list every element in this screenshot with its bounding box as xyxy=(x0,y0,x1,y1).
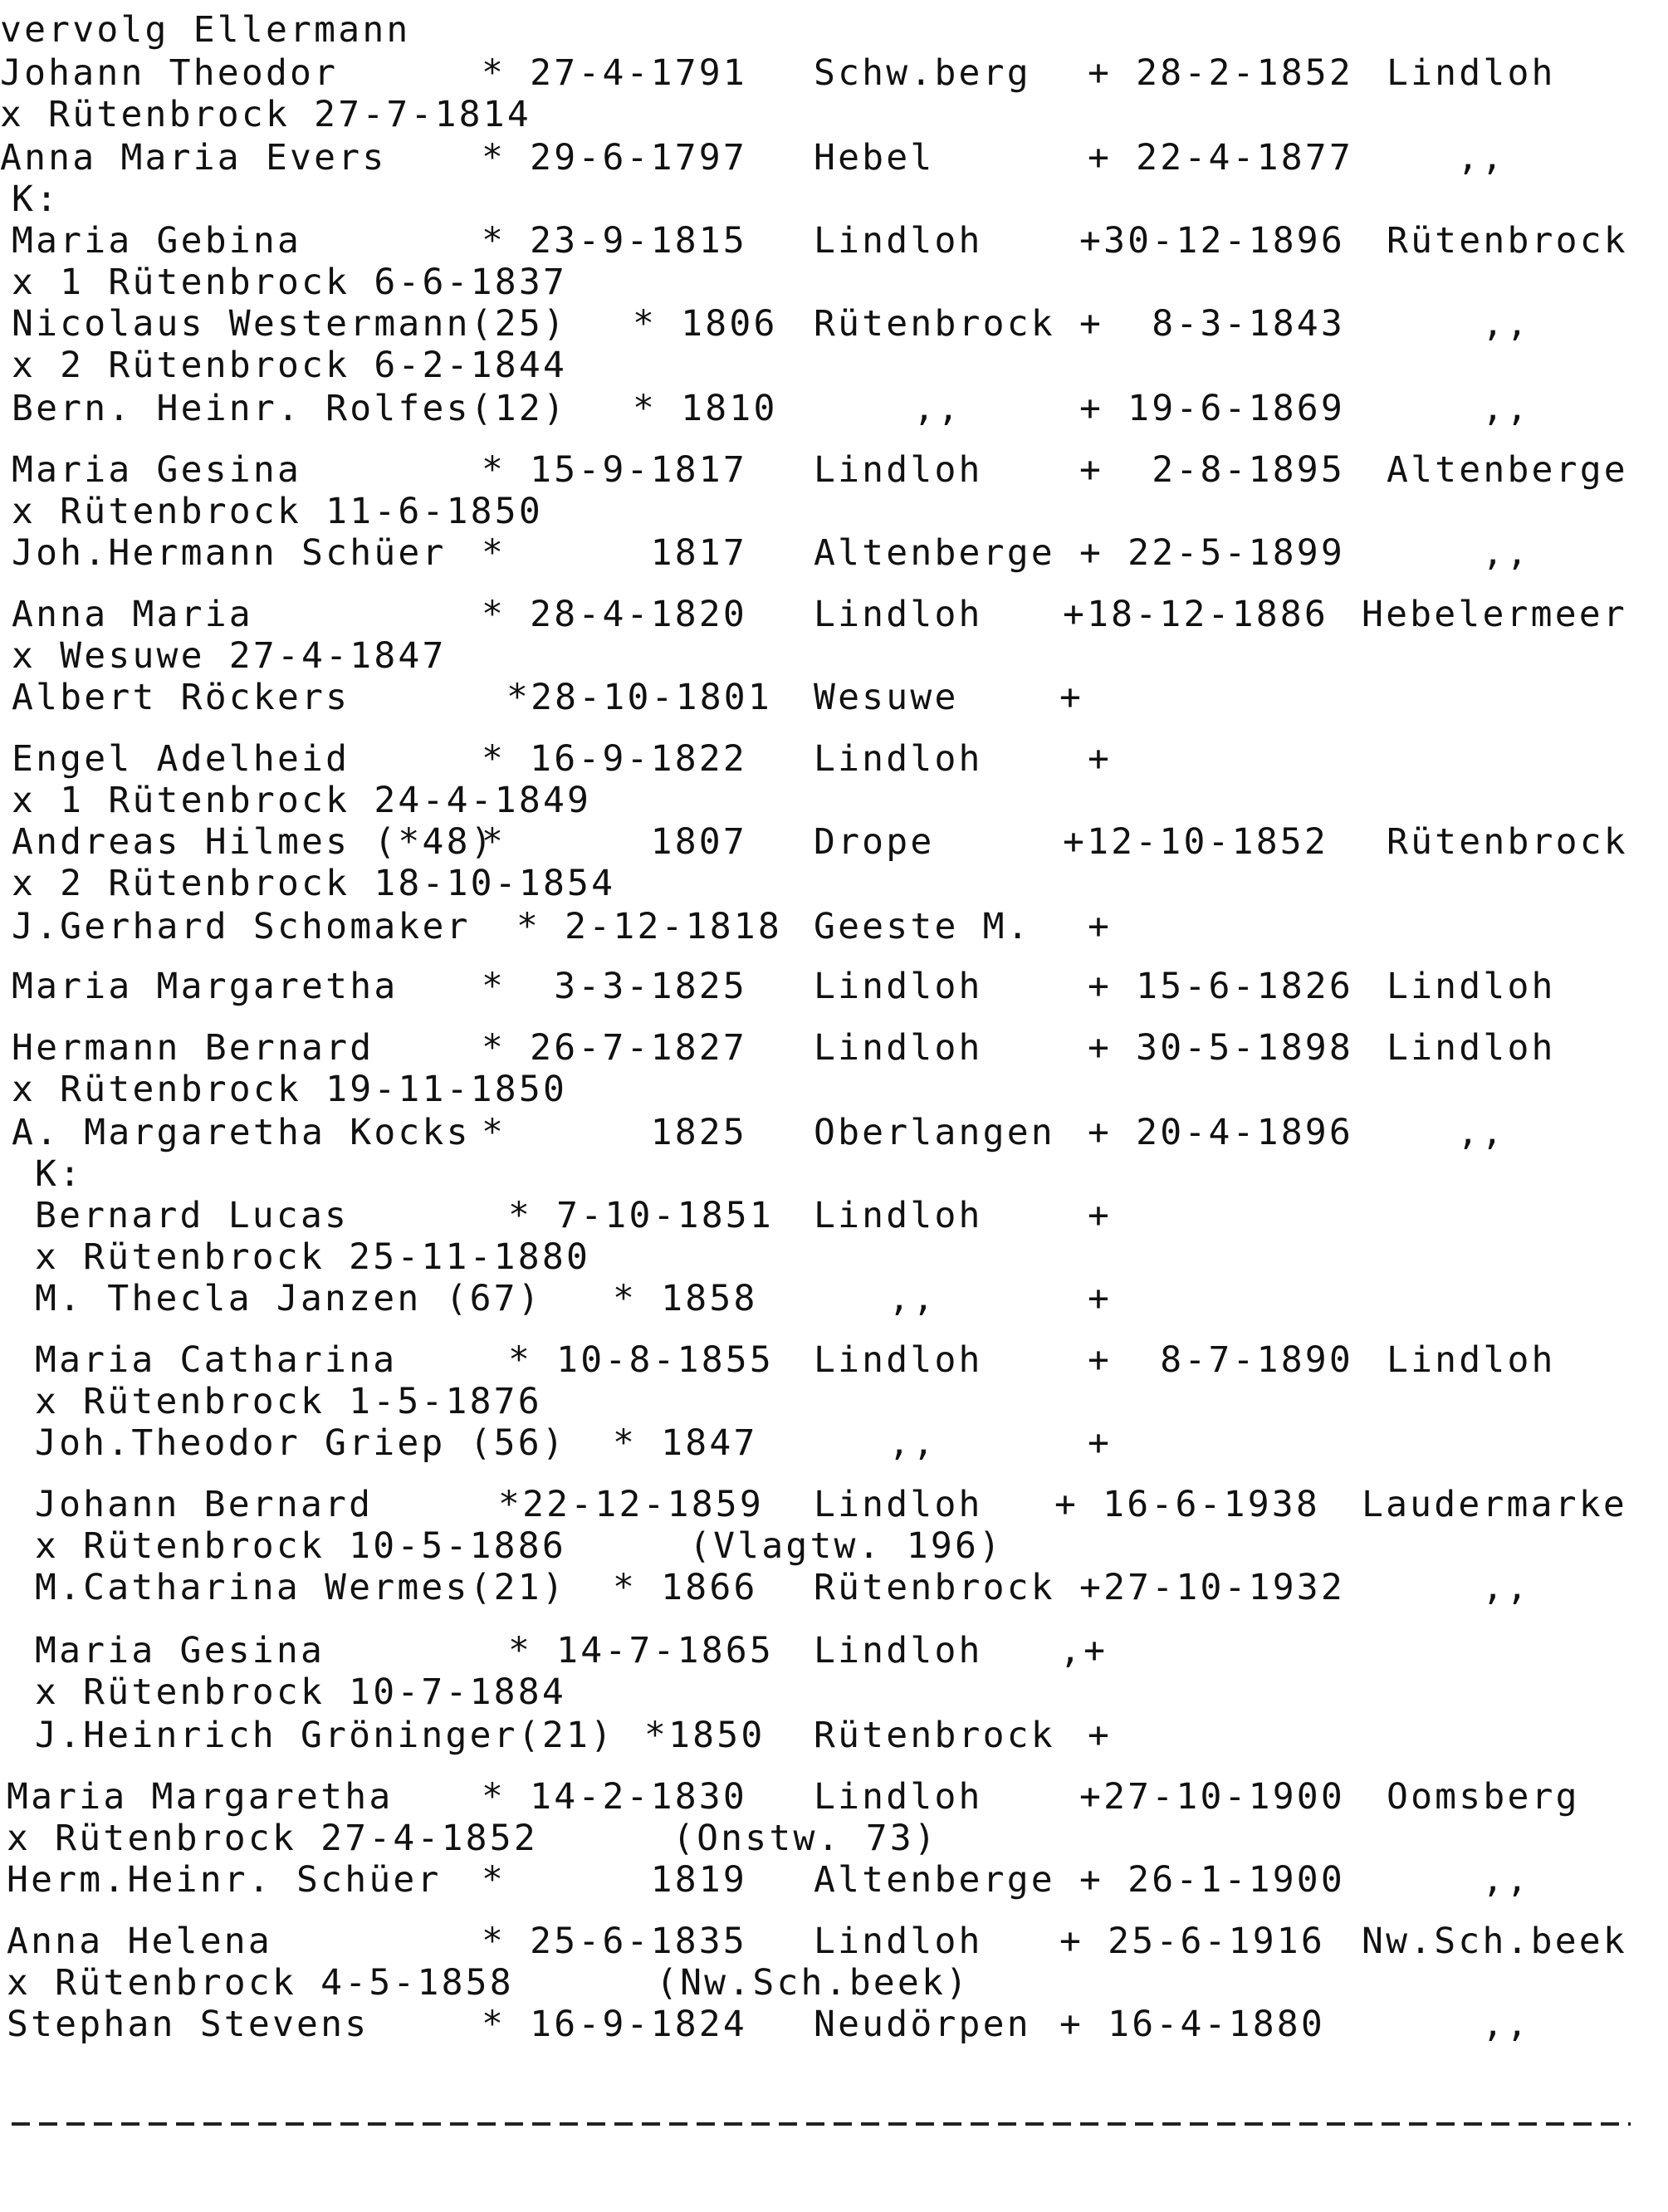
person-name: Johann Theodor xyxy=(0,52,339,94)
death: + 30-5-1898 xyxy=(1088,1027,1353,1069)
birth-place: Lindloh xyxy=(814,1195,983,1236)
person-name: Maria Gebina xyxy=(12,220,302,262)
death-place: Oomsberg xyxy=(1387,1776,1580,1818)
record-line xyxy=(0,1855,1668,1905)
birth-place: Lindloh xyxy=(814,1776,983,1818)
death-place: Lindloh xyxy=(1387,1027,1556,1069)
marriage-text: x Rütenbrock 10-5-1886 xyxy=(35,1525,566,1567)
death: +12-10-1852 xyxy=(1063,821,1328,863)
line-text: K: xyxy=(12,179,61,220)
death: + xyxy=(1059,677,1084,718)
death: + xyxy=(1088,1715,1113,1756)
birth-place: Hebel xyxy=(814,137,935,179)
record-line xyxy=(0,902,1668,952)
line-text: x 1 Rütenbrock 24-4-1849 xyxy=(12,780,592,821)
death-place: ,, xyxy=(1457,137,1506,179)
death: + 16-6-1938 xyxy=(1054,1484,1320,1525)
birth-place: ,, xyxy=(888,1278,937,1319)
death-place: Altenberge xyxy=(1387,449,1628,491)
person-name: Maria Margaretha xyxy=(12,966,399,1007)
birth-place: Lindloh xyxy=(814,594,983,635)
line-text: x 2 Rütenbrock 18-10-1854 xyxy=(12,863,616,904)
birth-place: Schw.berg xyxy=(814,52,1031,94)
birth-place: Lindloh xyxy=(814,1921,983,1962)
death: +27-10-1932 xyxy=(1079,1567,1345,1608)
record-line xyxy=(0,1563,1668,1613)
birth: * 3-3-1825 xyxy=(482,966,747,1007)
address-note: (Vlagtw. 196) xyxy=(689,1525,1004,1567)
birth: *1850 xyxy=(644,1715,766,1756)
person-name: Maria Gesina xyxy=(12,449,302,491)
record-line xyxy=(0,90,1668,139)
birth: * 1825 xyxy=(482,1112,747,1153)
birth: * 23-9-1815 xyxy=(482,220,747,262)
birth: * 1807 xyxy=(482,821,747,863)
death: +30-12-1896 xyxy=(1079,220,1345,262)
record-line xyxy=(0,859,1668,908)
person-name: Maria Gesina xyxy=(35,1630,325,1671)
birth-place: Rütenbrock xyxy=(814,1567,1055,1608)
birth: * 1810 xyxy=(633,388,778,429)
record-line xyxy=(0,528,1668,578)
birth-place: Lindloh xyxy=(814,966,983,1007)
person-name: Hermann Bernard xyxy=(12,1027,374,1069)
death-place: Rütenbrock xyxy=(1387,220,1628,262)
line-text: x Rütenbrock 27-7-1814 xyxy=(0,94,531,135)
birth-place: Lindloh xyxy=(814,1339,983,1381)
death: + 22-5-1899 xyxy=(1079,532,1345,574)
address-note: (Onstw. 73) xyxy=(673,1818,938,1859)
person-name: Joh.Theodor Griep (56) xyxy=(35,1422,566,1464)
death-place: Lindloh xyxy=(1387,966,1556,1007)
birth: * 28-4-1820 xyxy=(482,594,747,635)
person-name: Stephan Stevens xyxy=(7,2004,369,2045)
line-text: x 2 Rütenbrock 6-2-1844 xyxy=(12,345,568,386)
person-name: Anna Helena xyxy=(7,1921,272,1962)
person-name: Joh.Hermann Schüer xyxy=(12,532,447,574)
birth: * 2-12-1818 xyxy=(516,906,782,947)
birth: * 7-10-1851 xyxy=(508,1195,774,1236)
person-name: Herm.Heinr. Schüer xyxy=(7,1859,442,1901)
death-place: Lindloh xyxy=(1387,52,1556,94)
record-line xyxy=(0,1710,1668,1760)
marriage-text: x Rütenbrock 4-5-1858 xyxy=(7,1962,514,2004)
death: + xyxy=(1088,1278,1113,1319)
birth: * 26-7-1827 xyxy=(482,1027,747,1069)
record-line xyxy=(0,1999,1668,2049)
death: + 8-7-1890 xyxy=(1088,1339,1353,1381)
marriage-text: x Rütenbrock 27-4-1852 xyxy=(7,1818,538,1859)
birth-place: ,, xyxy=(888,1422,937,1464)
line-text: x Rütenbrock 10-7-1884 xyxy=(35,1671,566,1713)
line-text: x Rütenbrock 11-6-1850 xyxy=(12,491,543,532)
death: + 26-1-1900 xyxy=(1079,1859,1345,1901)
person-name: A. Margaretha Kocks xyxy=(12,1112,471,1153)
death: + 16-4-1880 xyxy=(1059,2004,1325,2045)
birth: * 25-6-1835 xyxy=(482,1921,747,1962)
person-name: Johann Bernard xyxy=(35,1484,374,1525)
birth: * 1858 xyxy=(613,1278,758,1319)
page-heading-text: vervolg Ellermann xyxy=(0,9,411,51)
birth-place: Altenberge xyxy=(814,1859,1055,1901)
death: + xyxy=(1088,906,1113,947)
death: ,+ xyxy=(1059,1630,1108,1671)
death: + xyxy=(1088,1195,1113,1236)
record-line xyxy=(0,1418,1668,1468)
birth-place: Lindloh xyxy=(814,1630,983,1671)
birth-place: Wesuwe xyxy=(814,677,959,718)
birth: * 29-6-1797 xyxy=(482,137,747,179)
death-place: ,, xyxy=(1482,1859,1531,1901)
record-line xyxy=(0,673,1668,722)
birth: * 27-4-1791 xyxy=(482,52,747,94)
address-note: (Nw.Sch.beek) xyxy=(656,1962,971,2004)
birth: * 15-9-1817 xyxy=(482,449,747,491)
birth-place: Lindloh xyxy=(814,220,983,262)
record-line xyxy=(0,1274,1668,1324)
record-line xyxy=(0,1064,1668,1114)
death: +27-10-1900 xyxy=(1079,1776,1345,1818)
birth: *28-10-1801 xyxy=(506,677,772,718)
birth-place: Altenberge xyxy=(814,532,1055,574)
line-text: x 1 Rütenbrock 6-6-1837 xyxy=(12,262,568,303)
person-name: Andreas Hilmes (*48) xyxy=(12,821,495,863)
person-name: Anna Maria Evers xyxy=(0,137,387,179)
birth-place: Lindloh xyxy=(814,1484,983,1525)
death-place: Laudermarke xyxy=(1362,1484,1627,1525)
death-place: ,, xyxy=(1482,1567,1531,1608)
birth: * 1806 xyxy=(633,303,778,345)
person-name: Albert Röckers xyxy=(12,677,350,718)
birth: * 16-9-1822 xyxy=(482,738,747,780)
birth: * 10-8-1855 xyxy=(508,1339,774,1381)
birth-place: Geeste M. xyxy=(814,906,1031,947)
person-name: Anna Maria xyxy=(12,594,253,635)
death: + 28-2-1852 xyxy=(1088,52,1353,94)
death-place: ,, xyxy=(1457,1112,1506,1153)
death: + 19-6-1869 xyxy=(1079,388,1345,429)
death-place: Lindloh xyxy=(1387,1339,1556,1381)
line-text: x Wesuwe 27-4-1847 xyxy=(12,635,447,677)
line-text: K: xyxy=(35,1153,84,1195)
page-heading xyxy=(0,5,1668,55)
line-text: x Rütenbrock 1-5-1876 xyxy=(35,1381,542,1422)
person-name: Bernard Lucas xyxy=(35,1195,350,1236)
person-name: Bern. Heinr. Rolfes(12) xyxy=(12,388,568,429)
death-place: ,, xyxy=(1482,532,1531,574)
birth-place: Neudörpen xyxy=(814,2004,1031,2045)
birth: * 16-9-1824 xyxy=(482,2004,747,2045)
record-line xyxy=(0,384,1668,433)
person-name: M. Thecla Janzen (67) xyxy=(35,1278,542,1319)
birth: * 14-7-1865 xyxy=(508,1630,774,1671)
death: + 22-4-1877 xyxy=(1088,137,1353,179)
birth-place: Rütenbrock xyxy=(814,1715,1055,1756)
line-text: x Rütenbrock 25-11-1880 xyxy=(35,1236,591,1278)
death: + xyxy=(1088,738,1113,780)
birth: * 1866 xyxy=(613,1567,758,1608)
death: + 8-3-1843 xyxy=(1079,303,1345,345)
record-line xyxy=(0,962,1668,1011)
death: + 20-4-1896 xyxy=(1088,1112,1353,1153)
birth: * 1817 xyxy=(482,532,747,574)
person-name: Engel Adelheid xyxy=(12,738,350,780)
birth-place: Rütenbrock xyxy=(814,303,1055,345)
death-place: ,, xyxy=(1482,2004,1531,2045)
birth-place: Lindloh xyxy=(814,449,983,491)
birth-place: Lindloh xyxy=(814,1027,983,1069)
death: + xyxy=(1088,1422,1113,1464)
death-place: Hebelermeer xyxy=(1362,594,1627,635)
record-line xyxy=(0,1667,1668,1717)
death-place: ,, xyxy=(1482,303,1531,345)
death: + 2-8-1895 xyxy=(1079,449,1345,491)
birth: * 1819 xyxy=(482,1859,747,1901)
birth: * 14-2-1830 xyxy=(482,1776,747,1818)
death: + 15-6-1826 xyxy=(1088,966,1353,1007)
death-place: ,, xyxy=(1482,388,1531,429)
record-line xyxy=(0,340,1668,390)
person-name: Maria Margaretha xyxy=(7,1776,394,1818)
death-place: Nw.Sch.beek xyxy=(1362,1921,1627,1962)
dashed-separator xyxy=(12,2122,1631,2126)
person-name: Maria Catharina xyxy=(35,1339,398,1381)
death: +18-12-1886 xyxy=(1063,594,1328,635)
person-name: J.Heinrich Gröninger(21) xyxy=(35,1715,615,1756)
person-name: Nicolaus Westermann(25) xyxy=(12,303,568,345)
person-name: M.Catharina Wermes(21) xyxy=(35,1567,566,1608)
birth-place: Drope xyxy=(814,821,935,863)
birth-place: ,, xyxy=(913,388,962,429)
birth: * 1847 xyxy=(613,1422,758,1464)
birth: *22-12-1859 xyxy=(498,1484,764,1525)
death-place: Rütenbrock xyxy=(1387,821,1628,863)
death: + 25-6-1916 xyxy=(1059,1921,1325,1962)
person-name: J.Gerhard Schomaker xyxy=(12,906,471,947)
line-text: x Rütenbrock 19-11-1850 xyxy=(12,1069,568,1110)
birth-place: Oberlangen xyxy=(814,1112,1055,1153)
birth-place: Lindloh xyxy=(814,738,983,780)
